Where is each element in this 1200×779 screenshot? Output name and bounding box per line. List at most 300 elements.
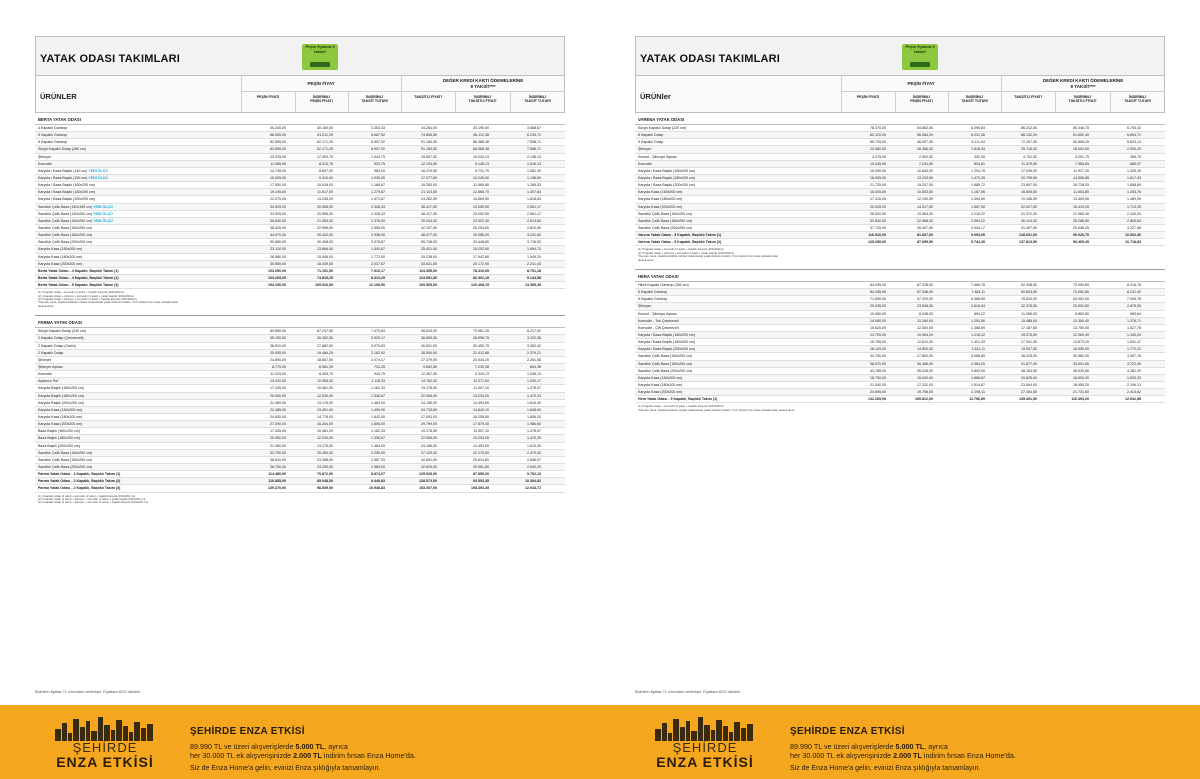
price-cell: 25.421,00: [421, 247, 437, 252]
product-name: Karyola Kasa (160x200 cm): [638, 375, 683, 380]
price-cell: 50.680,00: [270, 240, 286, 245]
price-cell: 1.038,13: [527, 372, 541, 377]
price-cell: 24.695,00: [870, 390, 886, 395]
price-cell: 1.138,50: [527, 175, 541, 180]
price-cell: 1.354,50: [971, 197, 985, 202]
product-name: Komodin: [38, 372, 53, 377]
price-cell: 6.854,71: [1127, 133, 1141, 138]
price-cell: 26.580,00: [270, 254, 286, 259]
price-cell: 1.279,67: [371, 190, 385, 195]
price-cell: 9.343,13: [475, 372, 489, 377]
price-cell: 1.278,57: [527, 429, 541, 434]
table-row: [635, 332, 1165, 339]
price-cell: 15.490,00: [870, 168, 886, 173]
price-cell: 4.281,20: [1127, 368, 1141, 373]
price-cell: 12.030,00: [317, 436, 333, 441]
price-cell: 6.231,56: [971, 133, 985, 138]
price-cell: 9.762,13: [527, 472, 541, 477]
product-name: Sürgü Kapaklı Dolap (240 cm): [38, 329, 87, 334]
price-cell: 1.470,33: [527, 436, 541, 441]
price-cell: 116.393,20: [1071, 397, 1089, 402]
table-body: [35, 116, 565, 511]
price-cell: 20.955,00: [317, 204, 333, 209]
price-cell: 17.415,00: [870, 197, 886, 202]
price-cell: 1.407,63: [527, 190, 541, 195]
price-cell: 62.171,25: [317, 140, 333, 145]
price-cell: 17.493,75: [317, 154, 333, 159]
price-cell: 128.573,50: [419, 479, 437, 484]
footnote: Belirtilen fiyatlar TL cinsinden verilmiştir. Fiyatlara KDV dahildir.: [35, 690, 141, 694]
price-cell: 109.516,50: [315, 283, 333, 288]
price-cell: 3.378,67: [371, 240, 385, 245]
price-cell: 48.477,00: [421, 233, 437, 238]
table-row: [35, 328, 565, 335]
price-cell: 731,25: [374, 364, 385, 369]
product-name: Karyola Kasa (180x200 cm): [638, 382, 683, 387]
price-cell: 22.988,00: [917, 218, 933, 223]
product-name: Karyola Kasa (160x200 cm): [38, 407, 83, 412]
price-cell: 2.440,04: [1127, 211, 1141, 216]
table-row: [35, 211, 565, 218]
column-header-discount-installment-amount: İNDİRİMLİ TAKSİT TUTARI: [1124, 95, 1151, 104]
banner-line: 89.990 TL ve üzeri alışverişlerde 5.000 TL, ayrıca: [790, 742, 948, 751]
set-row: [35, 268, 565, 275]
product-name: Sandıklı Çelik Baza (200x200 cm): [38, 240, 93, 245]
product-name: Sandıklı Çelik Baza (160x200 cm): [638, 354, 693, 359]
price-cell: 89.650,00: [270, 329, 286, 334]
set-row: [35, 485, 565, 492]
price-cell: 2.929,17: [371, 336, 385, 341]
price-cell: 23.050,50: [473, 204, 489, 209]
price-cell: 26.442,00: [317, 233, 333, 238]
price-cell: 1.471,67: [371, 197, 385, 202]
price-cell: 93.553,35: [473, 479, 489, 484]
product-name: Karyola / Baza Başlık (140 cm) YENİ ÖLÇÜ: [38, 168, 108, 173]
price-cell: 21.412,88: [473, 350, 489, 355]
price-cell: 1.081,30: [527, 168, 541, 173]
price-cell: 8.847,00: [319, 168, 333, 173]
price-cell: 983,00: [374, 168, 385, 173]
price-cell: 8.216,76: [1127, 283, 1141, 288]
column-header-products: ÜRÜNLER: [40, 92, 77, 101]
price-cell: 2.037,67: [371, 261, 385, 266]
product-name: Komodin - Tek Çekmeceli: [638, 318, 679, 323]
price-cell: 61.692,40: [1073, 133, 1089, 138]
table-row: [35, 407, 565, 414]
table-row: [635, 289, 1165, 296]
price-cell: 13.491,00: [317, 407, 333, 412]
price-cell: 84.035,00: [870, 283, 886, 288]
column-header-discount-installment-cash: İNDİRİMLİ TAKSİT TUTARI: [361, 95, 388, 104]
product-name: 5 Kapaklı Gardrop: [638, 297, 668, 302]
price-cell: 26.407,50: [917, 225, 933, 230]
price-cell: 82.301,18: [473, 275, 489, 280]
product-name: 2 Kapaklı Dolap: [38, 350, 64, 355]
price-cell: 2.938,00: [371, 233, 385, 238]
price-cell: 38.665,00: [421, 336, 437, 341]
table-row: [635, 154, 1165, 161]
price-cell: 11.517,00: [317, 190, 333, 195]
product-name: Konsol - Şifonyer Aynası: [638, 311, 678, 316]
price-cell: 38.325,00: [270, 225, 286, 230]
column-header-cash-price: PEŞİN FİYATI: [856, 95, 880, 99]
price-cell: 2.878,09: [1127, 304, 1141, 309]
price-cell: 1.376,71: [1127, 318, 1141, 323]
price-cell: 153.307,00: [419, 486, 437, 491]
price-cell: 3.075,83: [371, 343, 385, 348]
price-cell: 29.435,00: [870, 304, 886, 309]
column-divider: [1001, 76, 1002, 112]
price-cell: 24.890,00: [270, 357, 286, 362]
price-cell: 1.540,67: [371, 247, 385, 252]
price-cell: 10.065,00: [317, 379, 333, 384]
price-cell: 2.281,58: [527, 357, 541, 362]
price-cell: 1.388,89: [971, 325, 985, 330]
product-name: 5 Kapaklı Gardrop: [38, 133, 68, 138]
price-cell: 12.668,70: [473, 190, 489, 195]
price-cell: 125.928,00: [419, 472, 437, 477]
price-cell: 19.243,13: [473, 154, 489, 159]
table-row: [635, 204, 1165, 211]
product-name: Karyola / Baza Başlık (200x200 cm): [638, 183, 696, 188]
set-row: [35, 478, 565, 485]
price-cell: 23.522,40: [473, 218, 489, 223]
price-cell: 169.565,00: [419, 283, 437, 288]
price-cell: 42.625,00: [421, 464, 437, 469]
table-row: [635, 161, 1165, 168]
price-cell: 2.328,33: [371, 204, 385, 209]
table-row: [35, 261, 565, 268]
price-cell: 25.657,50: [421, 154, 437, 159]
column-header-cash-price: PEŞİN FİYATI: [256, 95, 280, 99]
price-cell: 78.310,65: [473, 268, 489, 273]
price-cell: 51.011,25: [317, 133, 333, 138]
price-cell: 1.218,22: [971, 333, 985, 337]
price-cell: 38.417,50: [421, 204, 437, 209]
price-cell: 36.124,00: [1021, 218, 1037, 223]
price-cell: 23.325,00: [270, 154, 286, 159]
price-cell: 78.815,00: [1021, 297, 1037, 302]
price-cell: 1.610,40: [527, 400, 541, 405]
price-cell: 74.082,80: [1073, 290, 1089, 295]
product-name: Karyola / Baza Başlık (180x200 cm): [38, 190, 96, 195]
price-cell: 1.464,00: [371, 400, 385, 405]
price-cell: 54.862,50: [917, 126, 933, 130]
product-name: Şifonyer: [38, 154, 52, 159]
price-cell: 2.613,60: [527, 218, 541, 223]
price-cell: 9.449,83: [371, 479, 385, 484]
price-cell: 1.251,56: [971, 318, 985, 323]
price-cell: 1.527,78: [1127, 325, 1141, 330]
price-cell: 38.810,00: [270, 457, 286, 462]
price-cell: 21.725,00: [870, 183, 886, 188]
product-name: Karyola Başlık (200x200 cm): [38, 400, 84, 405]
price-cell: 10.394,82: [525, 479, 541, 484]
column-divider: [1110, 91, 1111, 112]
title-bar: [635, 36, 1165, 76]
promo-banner: [600, 705, 1200, 779]
price-cell: 16.366,00: [917, 147, 933, 152]
price-cell: 1.818,44: [971, 147, 985, 152]
table-row: [35, 218, 565, 225]
price-cell: 1.617,43: [1127, 175, 1141, 180]
price-cell: 9.315,00: [319, 175, 333, 180]
price-cell: 1.168,67: [371, 183, 385, 188]
column-header-installment-price: TAKSİTLİ FİYATI: [1014, 95, 1042, 99]
price-cell: 154.150,00: [268, 283, 286, 288]
price-cell: 8.231,42: [1127, 290, 1141, 295]
price-cell: 13.233,00: [473, 393, 489, 398]
banner-line: her 30.000 TL ek alışverişinizde 2.000 TL indirim fırsatı Enza Home'da.: [790, 751, 1016, 760]
skyline-icon: [651, 715, 759, 741]
table-row: [35, 350, 565, 357]
set-row: [635, 396, 1165, 403]
product-name: Karyola / Baza Başlık (180x200 cm): [638, 175, 696, 180]
table-row: [35, 182, 565, 189]
table-row: [35, 254, 565, 261]
price-cell: 12.193,50: [421, 161, 437, 166]
price-cell: 33.750,00: [270, 450, 286, 455]
price-cell: 2.583,00: [371, 464, 385, 469]
product-name: Sandıklı Çelik Baza (160x200 cm): [38, 225, 93, 230]
column-divider: [948, 91, 949, 112]
price-cell: 23.110,00: [270, 247, 286, 252]
campaign-logo: [45, 713, 165, 773]
price-cell: 9.093,00: [971, 233, 985, 238]
price-cell: 2.809,64: [1127, 218, 1141, 223]
price-cell: 10.948,83: [369, 486, 385, 491]
price-cell: 18.905,00: [870, 175, 886, 180]
price-cell: 19.178,50: [421, 429, 437, 434]
price-cell: 3.227,58: [1127, 225, 1141, 230]
product-name: Sandıklı Çelik Baza (200x200 cm): [38, 464, 93, 469]
price-cell: 113.591,50: [419, 275, 437, 280]
table-row: [35, 139, 565, 146]
product-name: Sandıklı Çelik Baza (200x200 cm): [638, 368, 693, 373]
price-cell: 19.178,50: [421, 386, 437, 391]
price-cell: 14.840,10: [473, 407, 489, 412]
price-cell: 15.252,60: [473, 247, 489, 252]
price-cell: 27.379,00: [421, 357, 437, 362]
price-cell: 82.895,00: [270, 147, 286, 152]
price-cell: 12.457,50: [421, 372, 437, 377]
price-cell: 21.384,00: [317, 218, 333, 223]
price-cell: 27.093,00: [421, 414, 437, 419]
price-cell: 16.219,50: [421, 168, 437, 173]
new-size-badge: YENİ ÖLÇÜ: [88, 175, 108, 180]
price-cell: 24.630,00: [270, 414, 286, 419]
price-cell: 72.297,50: [1021, 140, 1037, 145]
column-header-discount-installment-cash: İNDİRİMLİ TAKSİT TUTARI: [961, 95, 988, 104]
price-cell: 3.383,42: [527, 343, 541, 348]
price-cell: 71.191,50: [317, 268, 333, 273]
price-cell: 7.965,65: [1075, 161, 1089, 166]
price-cell: 1.325,26: [1127, 168, 1141, 173]
product-name: Hibrit Kapaklı Gardrop (260 cm): [638, 283, 689, 288]
price-cell: 17.341,50: [1021, 340, 1037, 345]
price-cell: 87.859,20: [473, 472, 489, 477]
installment-badge: [902, 44, 938, 70]
price-cell: 21.960,00: [270, 400, 286, 405]
bank-logo-icon: [310, 62, 330, 67]
product-name: Komodin - Çift Çekmeceli: [638, 325, 679, 330]
column-divider: [241, 76, 242, 112]
price-cell: 2.555,00: [371, 225, 385, 230]
price-cell: 1.336,67: [371, 393, 385, 398]
promo-banner: [0, 705, 600, 779]
price-cell: 13.409,55: [1073, 197, 1089, 202]
price-cell: 98.539,50: [317, 486, 333, 491]
section-heading: HERA YATAK ODASI: [635, 273, 1165, 282]
price-cell: 7.005,78: [1127, 297, 1141, 302]
price-cell: 21.540,00: [870, 382, 886, 387]
price-cell: 1.648,90: [527, 407, 541, 412]
price-cell: 28.520,00: [870, 211, 886, 216]
price-cell: 1.713,25: [1127, 204, 1141, 209]
price-cell: 11.756,89: [969, 397, 985, 402]
product-name: Karyola Kasa (180x200 cm): [38, 254, 83, 259]
price-cell: 28.998,75: [473, 336, 489, 341]
table-row: [35, 168, 565, 175]
table-row: [635, 353, 1165, 360]
price-cell: 42.691,00: [421, 457, 437, 462]
price-cell: 5.623,14: [1127, 140, 1141, 145]
product-name: Sürgü Kapaklı Dolap (220 cm): [638, 126, 687, 130]
price-cell: 24.282,50: [421, 197, 437, 202]
price-cell: 35.640,00: [270, 218, 286, 223]
price-cell: 16.728,25: [1073, 183, 1089, 188]
price-cell: 13.245,00: [317, 197, 333, 202]
price-cell: 68.388,38: [473, 147, 489, 152]
price-cell: 1.162,33: [371, 386, 385, 391]
price-cell: 15.765,00: [870, 340, 886, 345]
price-cell: 128.601,00: [1019, 233, 1037, 238]
table-row: [635, 175, 1165, 182]
price-cell: 3.088,89: [971, 354, 985, 359]
price-cell: 30.565,00: [270, 261, 286, 266]
price-cell: 15.525,00: [270, 175, 286, 180]
price-cell: 15.419,25: [1073, 204, 1089, 209]
product-name: Parma Yatak Odası - 2 Kapaklı, Başlıklı Takım (1): [38, 472, 121, 477]
price-cell: 1.858,69: [1127, 183, 1141, 188]
price-cell: 2.475,00: [527, 450, 541, 455]
price-cell: 332,50: [974, 154, 985, 159]
price-cell: 10.461,00: [317, 386, 333, 391]
price-cell: 29.238,00: [421, 254, 437, 259]
price-cell: 8.775,00: [272, 364, 286, 369]
notes: (1) 5 kapaklı dolap + komodin (2 adet) + başlıklı karyola (160x200cm) *Karyola, baza, başlıkta belirtilen ölçüler kullanılacak yatak ölçüsünü belirtir. Ürün ölçüleri için nakış noktalarından destek alınız.: [638, 404, 796, 412]
price-cell: 86.212,50: [1021, 126, 1037, 130]
price-cell: 2.138,13: [527, 154, 541, 159]
price-cell: 74.806,50: [421, 133, 437, 138]
price-cell: 8.217,92: [527, 329, 541, 334]
product-name: Sandıklı Çelik Baza (180x200 cm): [38, 457, 93, 462]
table-row: [635, 168, 1165, 175]
table-row: [635, 132, 1165, 139]
header-divider: [841, 91, 1165, 92]
price-cell: 18.339,00: [317, 261, 333, 266]
price-cell: 67.348,00: [917, 290, 933, 295]
price-cell: 87.699,50: [917, 240, 933, 245]
table-row: [635, 225, 1165, 232]
price-cell: 11.085,00: [270, 161, 286, 166]
table-row: [635, 282, 1165, 289]
product-name: Karyola Kasa (200x200 cm): [38, 422, 83, 427]
price-cell: 7.910,17: [371, 268, 385, 273]
price-cell: 1.118,33: [371, 379, 385, 384]
price-cell: 2.000,29: [1127, 147, 1141, 152]
price-cell: 8.874,67: [371, 472, 385, 477]
table-row: [635, 211, 1165, 218]
price-cell: 11.066,00: [1021, 311, 1037, 316]
price-sheet-right: [635, 36, 1165, 418]
price-cell: 19.283,00: [421, 183, 437, 188]
column-divider: [1055, 91, 1056, 112]
product-name: Sandıklı Çelik Baza (200x200 cm): [638, 225, 693, 230]
price-cell: 3.716,53: [527, 240, 541, 245]
price-cell: 22.055,00: [421, 436, 437, 441]
price-cell: 804,61: [974, 161, 985, 166]
price-cell: 2.840,20: [527, 464, 541, 469]
price-cell: 20.172,90: [473, 261, 489, 266]
table-row: [35, 457, 565, 464]
table-row: [35, 189, 565, 196]
column-divider: [510, 91, 511, 112]
price-cell: 71.650,00: [870, 297, 886, 302]
price-cell: 3.397,78: [1127, 354, 1141, 359]
price-cell: 3.722,40: [1127, 361, 1141, 366]
column-group-cash: PEŞİN FİYAT: [907, 81, 935, 86]
table-row: [635, 382, 1165, 389]
product-name: Berta Yatak Odası - 4 Kapaklı, Başlıklı Takım (2): [38, 275, 119, 280]
price-cell: 20.050,00: [270, 393, 286, 398]
price-cell: 14.556,85: [1073, 175, 1089, 180]
bank-logo-icon: [910, 62, 930, 67]
price-cell: 2.414,62: [1127, 390, 1141, 395]
price-cell: 37.125,00: [421, 450, 437, 455]
price-cell: 35.150,00: [270, 336, 286, 341]
price-cell: 56.084,00: [917, 133, 933, 138]
table-header: [635, 76, 1165, 113]
column-header-discount-cash: İNDİRİMLİ PEŞİN FİYATI: [910, 95, 933, 104]
table-row: [35, 343, 565, 350]
price-cell: 7.598,71: [527, 140, 541, 145]
product-name: Berta Yatak Odası - 4 Kapaklı, Başlıklı Takım (1): [38, 268, 119, 273]
price-cell: 1.618,83: [527, 197, 541, 202]
price-cell: 1.035,00: [371, 175, 385, 180]
price-cell: 17.077,50: [421, 175, 437, 180]
table-row: [635, 296, 1165, 303]
price-cell: 11.569,80: [473, 183, 489, 188]
notes: (1) 5 kapaklı dolap + komodin (2 adet) + başlıklı karyola (160x200cm) (2) 5 kapaklı dolap + şifonyer + komodin (2 adet) + yatak başlığı (160x200cm) *Karyola, baza, başlıkta belirtilen ölçüler kullanılacak yatak ölçüsünü belirtir. Ürün ölçüleri için nakış noktalarından destek alınız.: [638, 247, 779, 262]
price-cell: 84.185,00: [870, 290, 886, 295]
price-cell: 983,64: [1130, 311, 1141, 316]
banner-line: Siz de Enza Home'a gelin, evinizi Enza şıklığıyla tamamlayın.: [790, 765, 981, 772]
price-cell: 8.313,75: [319, 161, 333, 166]
table-row: [635, 146, 1165, 153]
price-cell: 16.500,00: [1073, 375, 1089, 380]
price-cell: 2.218,22: [971, 211, 985, 216]
price-cell: 82.895,00: [270, 140, 286, 145]
price-cell: 29.799,00: [421, 422, 437, 427]
price-cell: 2.934,17: [971, 225, 985, 230]
price-cell: 24.156,00: [421, 443, 437, 448]
price-cell: 33.448,80: [473, 240, 489, 245]
price-cell: 10.964,00: [917, 333, 933, 337]
price-cell: 11.379,50: [1021, 161, 1037, 166]
table-row: [635, 303, 1165, 310]
table-row: [35, 385, 565, 392]
